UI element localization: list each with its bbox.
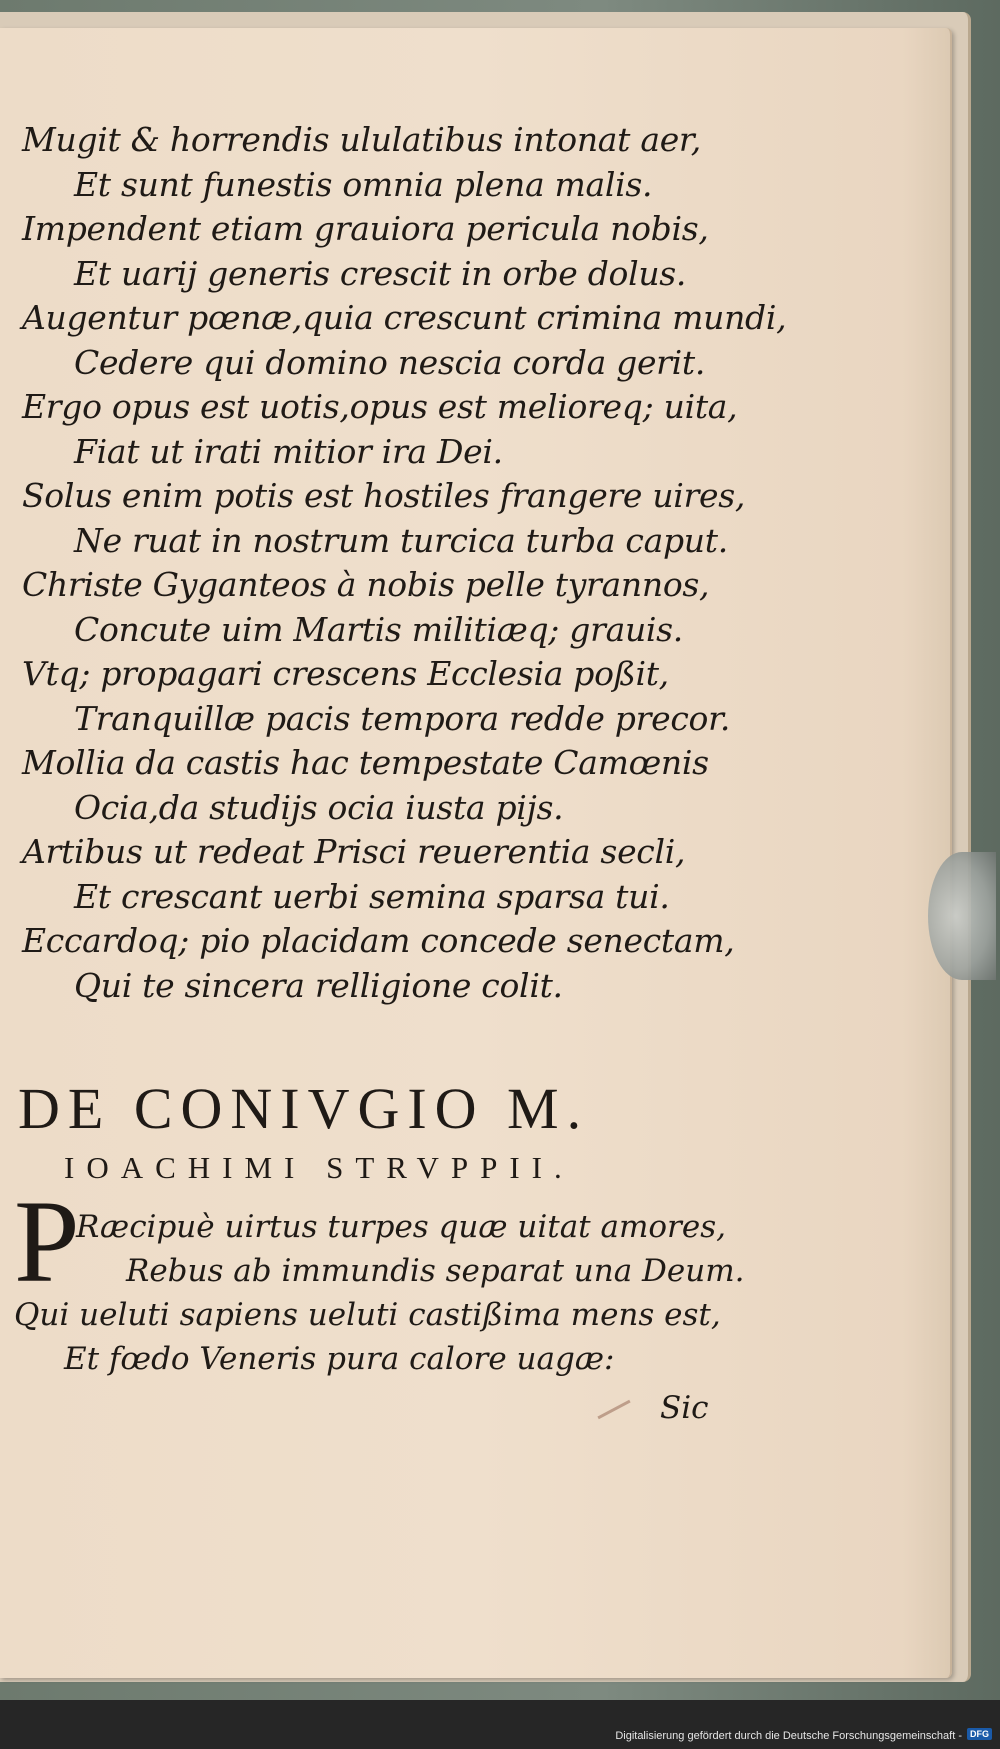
verse-line: Artibus ut redeat Prisci reuerentia secli, [22,832,686,871]
poem2-line: Qui ueluti sapiens ueluti castißima mens est, [14,1297,721,1333]
poem2-line: Ræcipuè uirtus turpes quæ uitat amores, [76,1209,726,1245]
verse-line: Cedere qui domino nescia corda gerit. [74,342,706,382]
verse-line: Mugit & horrendis ululatibus intonat aer, [22,120,701,159]
verse-line: Mollia da castis hac tempestate Camœnis [22,743,709,782]
verse-line: Solus enim potis est hostiles frangere uires, [22,476,746,515]
verse-line: Ocia,da studijs ocia iusta pijs. [74,787,564,827]
verse-line: Christe Gyganteos à nobis pelle tyrannos, [22,565,710,604]
verse-line: Qui te sincera relligione colit. [74,965,563,1005]
drop-capital: P [14,1176,80,1307]
verse-line: Fiat ut irati mitior ira Dei. [74,431,503,471]
verse-line: Impendent etiam grauiora pericula nobis, [22,209,709,248]
section-title: DE CONIVGIO M. [18,1076,590,1141]
poem2-line: Et fœdo Veneris pura calore uagæ: [64,1341,615,1377]
verse-line: Concute uim Martis militiæq; grauis. [74,609,683,649]
verse-line: Vtq; propagari crescens Ecclesia poßit, [22,654,669,693]
second-poem [14,1205,745,1381]
verse-line: Et uarij generis crescit in orbe dolus. [74,253,687,293]
poem2-line: Rebus ab immundis separat una Deum. [126,1253,745,1289]
verse-line: Et sunt funestis omnia plena malis. [74,164,653,204]
dfg-logo: DFG [967,1728,992,1740]
verse-line: Augentur pœnæ,quia crescunt crimina mundi, [22,298,787,337]
verse-line: Tranquillæ pacis tempora redde precor. [74,698,731,738]
verse-block [22,118,787,1008]
verse-line: Eccardoq; pio placidam concede senectam, [22,921,735,960]
digitization-credit: Digitalisierung gefördert durch die Deutsche Forschungsgemeinschaft - [615,1730,962,1742]
section-subtitle: IOACHIMI STRVPPII. [64,1150,574,1185]
verse-line: Ergo opus est uotis,opus est melioreq; uita, [22,387,738,426]
page-clip [928,852,996,980]
verse-line: Ne ruat in nostrum turcica turba caput. [74,520,728,560]
verse-line: Et crescant uerbi semina sparsa tui. [74,876,670,916]
catchword: Sic [660,1390,709,1426]
